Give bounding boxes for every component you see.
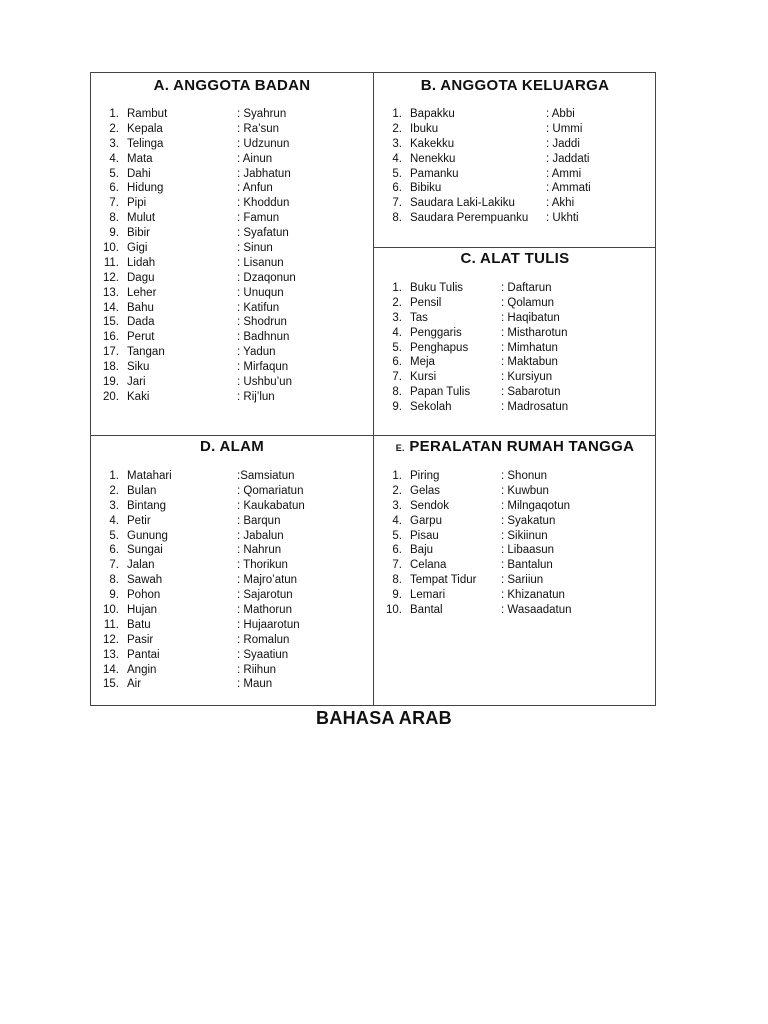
- list-item: [97, 360, 367, 375]
- section-b-list: [380, 107, 650, 226]
- list-item: [97, 514, 367, 529]
- item-meaning: : Kuwbun: [501, 484, 549, 497]
- item-meaning: : Haqibatun: [501, 311, 560, 324]
- item-meaning: : Riihun: [237, 663, 276, 676]
- item-term: Lidah: [127, 256, 156, 269]
- item-term: Papan Tulis: [410, 386, 471, 399]
- item-meaning: : Hujaarotun: [237, 618, 300, 631]
- item-meaning: : Mathorun: [237, 604, 292, 617]
- item-meaning: : Ra’sun: [237, 122, 279, 135]
- item-number: 6.: [109, 182, 119, 195]
- section-c-title: C. ALAT TULIS: [460, 250, 570, 267]
- item-number: 8.: [392, 574, 402, 587]
- item-term: Pensil: [410, 296, 442, 309]
- list-item: [97, 330, 367, 345]
- item-term: Batu: [127, 618, 151, 631]
- item-term: Pantai: [127, 648, 160, 661]
- item-number: 13.: [103, 286, 119, 299]
- list-item: [380, 196, 650, 211]
- item-number: 6.: [109, 544, 119, 557]
- item-number: 4.: [392, 326, 402, 339]
- item-term: Garpu: [410, 514, 442, 527]
- item-meaning: : Wasaadatun: [501, 604, 572, 617]
- item-number: 4.: [109, 514, 119, 527]
- item-meaning: : Sikiinun: [501, 529, 548, 542]
- item-meaning: : Mistharotun: [501, 326, 568, 339]
- list-item: [380, 543, 650, 558]
- list-item: [97, 345, 367, 360]
- item-number: 3.: [392, 499, 402, 512]
- item-meaning: : Akhi: [546, 197, 575, 210]
- item-number: 11.: [103, 618, 119, 631]
- item-meaning: : Libaasun: [501, 544, 555, 557]
- item-number: 5.: [392, 341, 402, 354]
- list-item: [97, 286, 367, 301]
- item-term: Piring: [410, 470, 440, 482]
- list-item: [380, 122, 650, 137]
- section-e-letter: E.: [395, 443, 405, 453]
- list-item: [97, 633, 367, 648]
- item-number: 13.: [103, 648, 119, 661]
- item-meaning: : Maun: [237, 678, 273, 691]
- item-term: Lemari: [410, 589, 446, 602]
- list-item: [380, 573, 650, 588]
- item-meaning: : Famun: [237, 212, 280, 225]
- list-item: [380, 370, 650, 385]
- section-c-list: [380, 281, 650, 415]
- item-term: Kaki: [127, 390, 150, 403]
- item-meaning: : Kaukabatun: [237, 499, 305, 512]
- item-meaning: : Madrosatun: [501, 401, 569, 414]
- item-number: 8.: [109, 574, 119, 587]
- item-term: Saudara Laki-Lakiku: [410, 197, 515, 210]
- list-item: [380, 107, 650, 122]
- list-item: [97, 588, 367, 603]
- item-number: 2.: [392, 122, 402, 135]
- item-number: 10.: [103, 604, 119, 617]
- list-item: [97, 663, 367, 678]
- item-meaning: : Thorikun: [237, 559, 288, 572]
- item-meaning: : Ushbu’un: [237, 376, 292, 389]
- item-number: 3.: [109, 137, 119, 150]
- item-meaning: : Barqun: [237, 514, 281, 527]
- item-number: 7.: [392, 371, 402, 384]
- item-term: Pisau: [410, 529, 439, 542]
- section-d-title: D. ALAM: [199, 438, 265, 455]
- item-meaning: : Katifun: [237, 301, 280, 314]
- item-term: Dahi: [127, 167, 151, 180]
- list-item: [380, 529, 650, 544]
- item-number: 9.: [109, 589, 119, 602]
- section-e-title-text: PERALATAN RUMAH TANGGA: [409, 438, 635, 455]
- item-meaning: : Sariiun: [501, 574, 544, 587]
- section-a-title: A. ANGGOTA BADAN: [153, 77, 311, 94]
- item-term: Penghapus: [410, 341, 469, 354]
- item-term: Celana: [410, 559, 447, 572]
- item-number: 12.: [103, 633, 119, 646]
- item-term: Angin: [127, 663, 157, 676]
- list-item: [97, 167, 367, 182]
- list-item: [380, 137, 650, 152]
- item-meaning: : Daftarun: [501, 282, 552, 294]
- list-item: [97, 211, 367, 226]
- item-meaning: : Ummi: [546, 122, 583, 135]
- item-number: 2.: [392, 296, 402, 309]
- item-meaning: : Badhnun: [237, 331, 290, 344]
- item-number: 1.: [109, 108, 119, 120]
- item-term: Pasir: [127, 633, 154, 646]
- item-number: 15.: [103, 316, 119, 329]
- list-item: [97, 271, 367, 286]
- item-term: Gunung: [127, 529, 168, 542]
- item-term: Sungai: [127, 544, 163, 557]
- item-number: 5.: [392, 529, 402, 542]
- item-term: Tempat Tidur: [410, 574, 477, 587]
- item-number: 4.: [392, 152, 402, 165]
- item-term: Ibuku: [410, 122, 439, 135]
- list-item: [97, 573, 367, 588]
- item-meaning: : Milngaqotun: [501, 499, 571, 512]
- item-number: 20.: [103, 390, 119, 403]
- list-item: [97, 226, 367, 241]
- item-meaning: : Shonun: [501, 470, 548, 482]
- item-term: Bapakku: [410, 108, 455, 120]
- list-item: [380, 385, 650, 400]
- item-number: 8.: [392, 212, 402, 225]
- item-meaning: : Majro’atun: [237, 574, 298, 587]
- item-term: Telinga: [127, 137, 164, 150]
- item-meaning: : Jabhatun: [237, 167, 291, 180]
- list-item: [97, 315, 367, 330]
- item-meaning: : Mimhatun: [501, 341, 558, 354]
- list-item: [380, 499, 650, 514]
- item-number: 18.: [103, 361, 119, 374]
- item-term: Sekolah: [410, 401, 452, 414]
- item-meaning: : Kursiyun: [501, 371, 553, 384]
- item-number: 6.: [392, 182, 402, 195]
- item-meaning: : Abbi: [546, 108, 575, 120]
- item-term: Matahari: [127, 470, 172, 482]
- list-item: [97, 558, 367, 573]
- item-meaning: : Ukhti: [546, 212, 579, 225]
- item-number: 1.: [392, 282, 402, 294]
- item-number: 4.: [392, 514, 402, 527]
- section-b-title: B. ANGGOTA KELUARGA: [420, 77, 610, 94]
- item-number: 3.: [392, 137, 402, 150]
- list-item: [380, 181, 650, 196]
- item-term: Air: [127, 678, 142, 691]
- item-number: 15.: [103, 678, 119, 691]
- item-term: Nenekku: [410, 152, 456, 165]
- item-number: 3.: [109, 499, 119, 512]
- item-meaning: : Qolamun: [501, 296, 555, 309]
- item-term: Petir: [127, 514, 151, 527]
- item-term: Bintang: [127, 499, 167, 512]
- list-item: [380, 469, 650, 484]
- item-meaning: : Qomariatun: [237, 484, 304, 497]
- item-meaning: : Udzunun: [237, 137, 290, 150]
- list-item: [380, 603, 650, 618]
- item-number: 14.: [103, 663, 119, 676]
- item-meaning: : Yadun: [237, 346, 276, 359]
- list-item: [97, 484, 367, 499]
- item-term: Baju: [410, 544, 434, 557]
- item-term: Meja: [410, 356, 435, 369]
- item-number: 4.: [109, 152, 119, 165]
- item-term: Rambut: [127, 108, 168, 120]
- item-number: 6.: [392, 356, 402, 369]
- item-meaning: : Bantalun: [501, 559, 553, 572]
- item-term: Siku: [127, 361, 150, 374]
- item-number: 17.: [103, 346, 119, 359]
- item-meaning: : Shodrun: [237, 316, 287, 329]
- item-meaning: : Maktabun: [501, 356, 558, 369]
- item-number: 2.: [109, 484, 119, 497]
- item-number: 2.: [392, 484, 402, 497]
- item-number: 6.: [392, 544, 402, 557]
- item-term: Buku Tulis: [410, 282, 464, 294]
- section-a-list: [97, 107, 367, 405]
- list-item: [97, 469, 367, 484]
- item-meaning: : Anfun: [237, 182, 273, 195]
- list-item: [97, 618, 367, 633]
- list-item: [97, 529, 367, 544]
- page-footer-title: BAHASA ARAB: [316, 708, 452, 728]
- right-cell-divider: [373, 247, 656, 248]
- list-item: [97, 256, 367, 271]
- item-number: 1.: [109, 470, 119, 482]
- item-term: Kepala: [127, 122, 163, 135]
- item-term: Jalan: [127, 559, 155, 572]
- item-number: 11.: [103, 256, 119, 269]
- item-meaning: : Jaddati: [546, 152, 590, 165]
- list-item: [97, 196, 367, 211]
- section-d-list: [97, 469, 367, 692]
- item-meaning: : Syaatiun: [237, 648, 289, 661]
- item-meaning: : Ammati: [546, 182, 591, 195]
- list-item: [97, 390, 367, 405]
- list-item: [380, 211, 650, 226]
- item-meaning: : Sinun: [237, 242, 273, 255]
- item-number: 9.: [392, 589, 402, 602]
- column-divider: [373, 73, 374, 706]
- item-term: Pipi: [127, 197, 147, 210]
- list-item: [380, 484, 650, 499]
- item-term: Pamanku: [410, 167, 459, 180]
- item-number: 1.: [392, 470, 402, 482]
- item-number: 5.: [392, 167, 402, 180]
- item-meaning: : Syahrun: [237, 108, 287, 120]
- item-meaning: : Rij’lun: [237, 390, 275, 403]
- item-meaning: : Sajarotun: [237, 589, 293, 602]
- item-meaning: : Syakatun: [501, 514, 556, 527]
- item-meaning: : Jaddi: [546, 137, 580, 150]
- item-meaning: : Jabalun: [237, 529, 284, 542]
- item-number: 9.: [392, 401, 402, 414]
- list-item: [97, 122, 367, 137]
- item-term: Bahu: [127, 301, 154, 314]
- item-term: Perut: [127, 331, 155, 344]
- list-item: [97, 181, 367, 196]
- item-term: Gelas: [410, 484, 441, 497]
- list-item: [97, 677, 367, 692]
- item-term: Dagu: [127, 271, 155, 284]
- item-meaning: : Romalun: [237, 633, 290, 646]
- item-number: 3.: [392, 311, 402, 324]
- item-number: 16.: [103, 331, 119, 344]
- item-number: 5.: [109, 529, 119, 542]
- section-e-title: [374, 438, 656, 455]
- item-meaning: : Dzaqonun: [237, 271, 296, 284]
- item-number: 10.: [103, 242, 119, 255]
- item-number: 5.: [109, 167, 119, 180]
- list-item: [97, 152, 367, 167]
- list-item: [380, 514, 650, 529]
- item-meaning: : Khizanatun: [501, 589, 565, 602]
- list-item: [97, 603, 367, 618]
- list-item: [380, 152, 650, 167]
- item-term: Kakekku: [410, 137, 455, 150]
- item-meaning: : Unuqun: [237, 286, 284, 299]
- item-number: 12.: [103, 271, 119, 284]
- list-item: [97, 137, 367, 152]
- item-term: Mata: [127, 152, 153, 165]
- item-term: Jari: [127, 376, 146, 389]
- item-number: 7.: [392, 197, 402, 210]
- list-item: [380, 400, 650, 415]
- item-term: Hidung: [127, 182, 164, 195]
- item-meaning: : Lisanun: [237, 256, 284, 269]
- item-meaning: : Khoddun: [237, 197, 290, 210]
- item-number: 7.: [109, 197, 119, 210]
- item-term: Bantal: [410, 604, 443, 617]
- row-divider: [91, 435, 656, 436]
- list-item: [380, 558, 650, 573]
- list-item: [97, 375, 367, 390]
- item-term: Sawah: [127, 574, 163, 587]
- list-item: [380, 588, 650, 603]
- item-term: Mulut: [127, 212, 156, 225]
- item-number: 19.: [103, 376, 119, 389]
- item-number: 1.: [392, 108, 402, 120]
- item-meaning: : Mirfaqun: [237, 361, 289, 374]
- list-item: [380, 326, 650, 341]
- item-meaning: : Syafatun: [237, 227, 289, 240]
- item-term: Tangan: [127, 346, 165, 359]
- item-term: Bibiku: [410, 182, 442, 195]
- item-term: Hujan: [127, 604, 158, 617]
- item-number: 9.: [109, 227, 119, 240]
- list-item: [380, 355, 650, 370]
- item-meaning: : Sabarotun: [501, 386, 561, 399]
- item-number: 7.: [109, 559, 119, 572]
- item-number: 8.: [392, 386, 402, 399]
- list-item: [97, 301, 367, 316]
- item-number: 10.: [386, 604, 402, 617]
- item-term: Penggaris: [410, 326, 462, 339]
- item-term: Gigi: [127, 242, 148, 255]
- list-item: [380, 281, 650, 296]
- item-meaning: : Ainun: [237, 152, 273, 165]
- item-term: Leher: [127, 286, 157, 299]
- item-number: 14.: [103, 301, 119, 314]
- list-item: [97, 107, 367, 122]
- list-item: [380, 167, 650, 182]
- item-meaning: : Ammi: [546, 167, 582, 180]
- item-meaning: :Samsiatun: [237, 470, 295, 482]
- vocabulary-table: [90, 72, 656, 706]
- list-item: [97, 543, 367, 558]
- item-term: Sendok: [410, 499, 450, 512]
- item-term: Bibir: [127, 227, 151, 240]
- list-item: [97, 241, 367, 256]
- item-term: Dada: [127, 316, 155, 329]
- list-item: [97, 499, 367, 514]
- list-item: [380, 341, 650, 356]
- item-term: Tas: [410, 311, 428, 324]
- list-item: [380, 296, 650, 311]
- item-meaning: : Nahrun: [237, 544, 282, 557]
- item-number: 7.: [392, 559, 402, 572]
- list-item: [380, 311, 650, 326]
- item-term: Bulan: [127, 484, 157, 497]
- section-e-list: [380, 469, 650, 618]
- list-item: [97, 648, 367, 663]
- item-number: 8.: [109, 212, 119, 225]
- item-term: Saudara Perempuanku: [410, 212, 529, 225]
- item-term: Pohon: [127, 589, 161, 602]
- item-term: Kursi: [410, 371, 437, 384]
- item-number: 2.: [109, 122, 119, 135]
